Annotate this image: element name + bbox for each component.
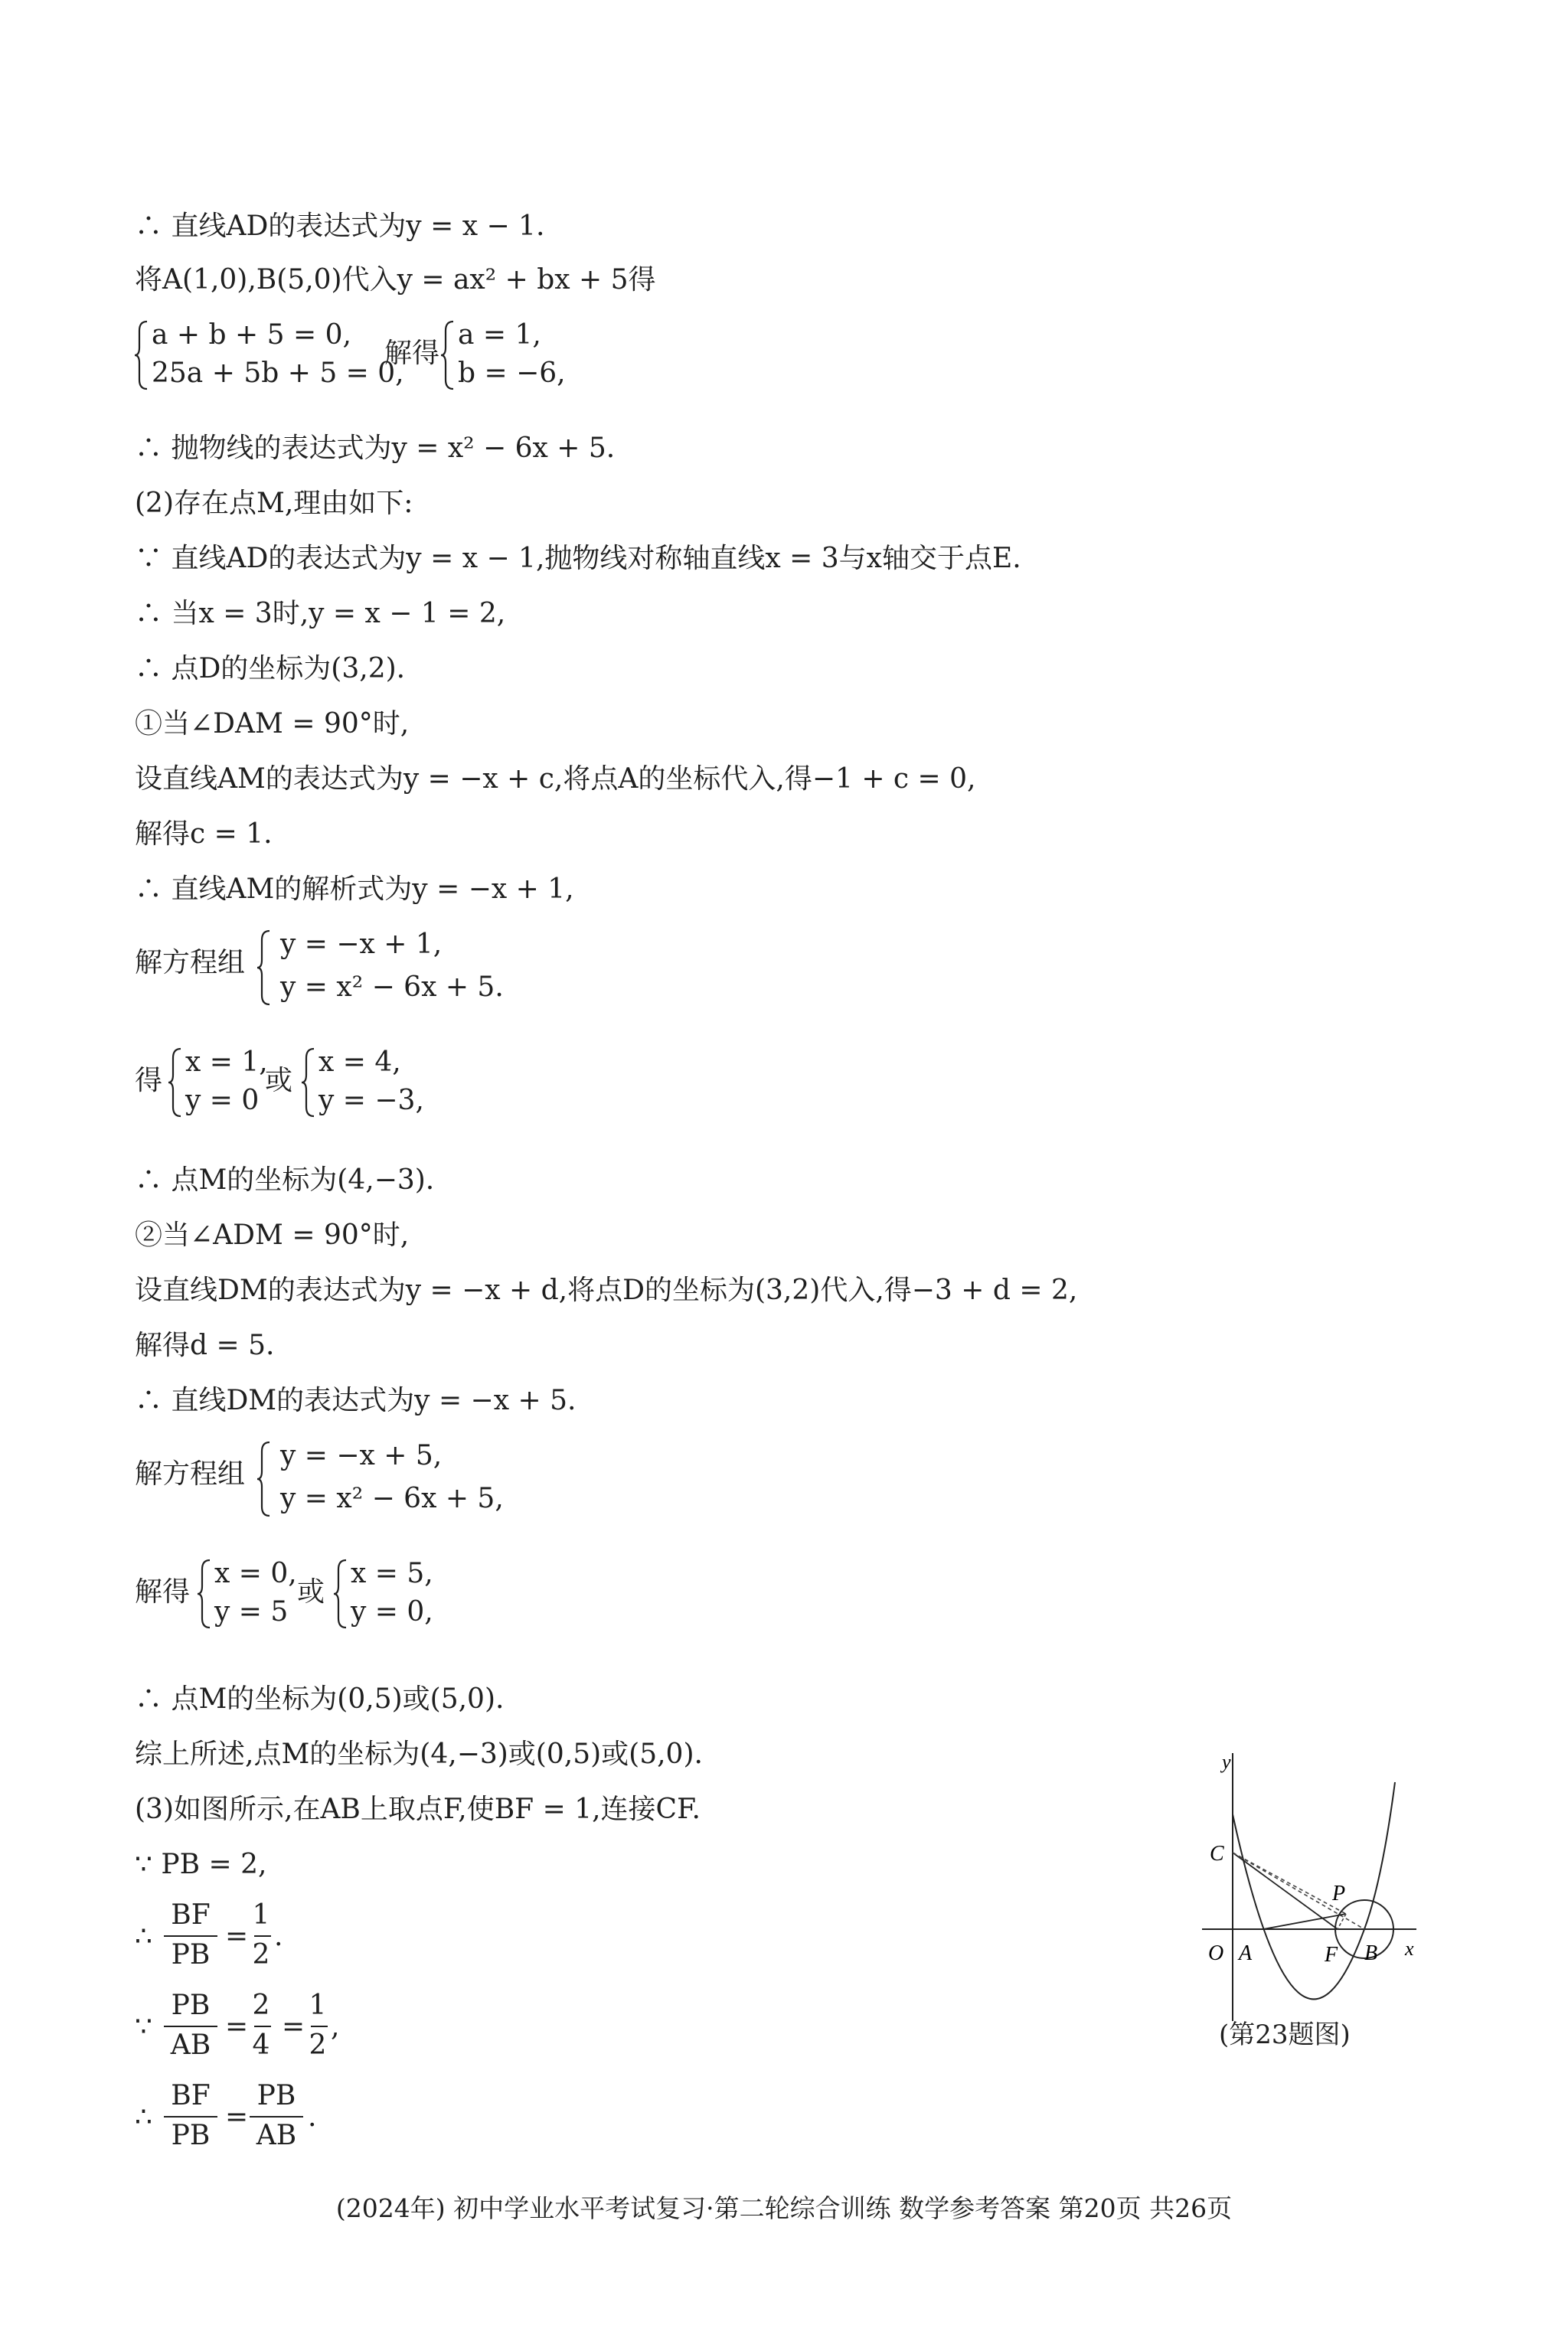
left-brace — [257, 1441, 271, 1517]
text-line: ∴ 点D的坐标为(3,2). — [135, 653, 406, 684]
left-brace — [334, 1559, 348, 1629]
numerator: PB — [256, 2080, 296, 2111]
text-line: 解得c = 1. — [135, 818, 273, 850]
denominator: AB — [170, 2029, 211, 2061]
equation-row: y = x² − 6x + 5. — [280, 971, 504, 1003]
label-y: y — [1222, 1751, 1231, 1773]
equation-row: y = −x + 1, — [280, 929, 443, 960]
denominator: 4 — [252, 2029, 270, 2061]
denominator: 2 — [309, 2029, 327, 2061]
denominator: 2 — [252, 1939, 270, 1971]
fraction-bar — [164, 2026, 217, 2027]
fraction-bar — [254, 2026, 271, 2027]
text-line: (2)存在点M,理由如下: — [135, 488, 413, 519]
text-line: 设直线AM的表达式为y = −x + c,将点A的坐标代入,得−1 + c = 0, — [135, 763, 976, 795]
geometry-figure — [1194, 1738, 1416, 2021]
figure-diagram — [1194, 1738, 1416, 2021]
text-line: 将A(1,0),B(5,0)代入y = ax² + bx + 5得 — [135, 264, 656, 296]
equation-row: a + b + 5 = 0, — [152, 319, 351, 351]
symbol: ∴ — [135, 2101, 152, 2133]
text-line: ∴ 点M的坐标为(0,5)或(5,0). — [135, 1683, 505, 1715]
fraction-equation — [135, 2079, 380, 2156]
connector-text: 解方程组 — [135, 1458, 246, 1490]
text-line: ∵ PB = 2, — [135, 1849, 267, 1880]
text-line: 设直线DM的表达式为y = −x + d,将点D的坐标为(3,2)代入,得−3 + d = 2, — [135, 1275, 1078, 1306]
left-brace — [135, 320, 149, 390]
figure-caption: (第23题图) — [1219, 2020, 1351, 2050]
equation-row: x = 1, — [185, 1047, 268, 1078]
symbol: . — [274, 1921, 283, 1952]
connector-text: 解得 — [135, 1576, 191, 1608]
text-line: (3)如图所示,在AB上取点F,使BF = 1,连接CF. — [135, 1794, 701, 1825]
symbol: ∴ — [135, 1921, 152, 1952]
equation-row: y = x² − 6x + 5, — [280, 1483, 504, 1514]
symbol: = — [225, 1921, 249, 1952]
text-line: ∴ 点M的坐标为(4,−3). — [135, 1164, 435, 1196]
page-footer: (2024年) 初中学业水平考试复习·第二轮综合训练 数学参考答案 第20页 共26页 — [335, 2193, 1233, 2223]
text-line: ∴ 直线AM的解析式为y = −x + 1, — [135, 873, 574, 905]
fraction-bar — [254, 1935, 271, 1937]
label-b: B — [1364, 1941, 1378, 1965]
label-p: P — [1332, 1882, 1346, 1905]
equation-row: x = 0, — [214, 1558, 297, 1589]
left-brace — [198, 1559, 211, 1629]
denominator: AB — [256, 2120, 297, 2151]
fraction-bar — [164, 1935, 217, 1937]
text-line: ∵ 直线AD的表达式为y = x − 1,抛物线对称轴直线x = 3与x轴交于点E. — [135, 543, 1021, 574]
equation-row: y = −3, — [318, 1085, 424, 1116]
label-o: O — [1208, 1941, 1224, 1965]
numerator: BF — [171, 1899, 211, 1931]
symbol: . — [308, 2101, 317, 2133]
text-line: ∴ 直线DM的表达式为y = −x + 5. — [135, 1385, 577, 1416]
denominator: PB — [171, 2120, 211, 2151]
equation-row: x = 5, — [351, 1558, 433, 1589]
text-line: 综上所述,点M的坐标为(4,−3)或(0,5)或(5,0). — [135, 1739, 703, 1770]
equation-row: y = −x + 5, — [280, 1440, 443, 1471]
equation-row: x = 4, — [318, 1047, 401, 1078]
left-brace — [168, 1047, 182, 1118]
numerator: PB — [171, 1990, 211, 2021]
text-line: ①当∠DAM = 90°时, — [135, 708, 410, 740]
equation-row: b = −6, — [458, 358, 566, 389]
symbol: = — [225, 2101, 249, 2133]
label-a: A — [1239, 1941, 1253, 1965]
left-brace — [257, 929, 271, 1006]
fraction-equation — [135, 1989, 380, 2065]
numerator: 1 — [309, 1990, 327, 2021]
equation-row: 25a + 5b + 5 = 0, — [152, 358, 404, 389]
connector-text: 或 — [265, 1065, 293, 1096]
left-brace — [441, 320, 455, 390]
label-c: C — [1210, 1842, 1224, 1866]
connector-text: 解方程组 — [135, 947, 246, 978]
symbol: = — [282, 2011, 305, 2042]
denominator: PB — [171, 1939, 211, 1971]
equation-row: y = 0, — [351, 1596, 433, 1628]
symbol: = — [225, 2011, 249, 2042]
symbol: ∵ — [135, 2011, 152, 2042]
numerator: 1 — [252, 1899, 270, 1931]
fraction-bar — [311, 2026, 328, 2027]
fraction-bar — [164, 2116, 217, 2118]
equation-row: y = 0 — [185, 1085, 260, 1116]
text-line: 解得d = 5. — [135, 1330, 275, 1361]
connector-text: 解得 — [384, 338, 440, 369]
equation-row: a = 1, — [458, 319, 541, 351]
numerator: BF — [171, 2080, 211, 2111]
connector-text: 得 — [135, 1065, 163, 1096]
fraction-bar — [250, 2116, 303, 2118]
symbol: , — [331, 2011, 340, 2042]
text-line: ∴ 抛物线的表达式为y = x² − 6x + 5. — [135, 433, 616, 464]
left-brace — [302, 1047, 315, 1118]
text-line: ②当∠ADM = 90°时, — [135, 1220, 410, 1251]
parabola — [1233, 1782, 1395, 1999]
label-x: x — [1405, 1938, 1414, 1960]
fraction-equation — [135, 1899, 334, 1975]
text-line: ∴ 当x = 3时,y = x − 1 = 2, — [135, 598, 506, 629]
text-line: ∴ 直线AD的表达式为y = x − 1. — [135, 211, 545, 242]
equation-row: y = 5 — [214, 1596, 289, 1628]
connector-text: 或 — [297, 1576, 325, 1608]
label-f: F — [1325, 1943, 1338, 1967]
numerator: 2 — [252, 1990, 270, 2021]
